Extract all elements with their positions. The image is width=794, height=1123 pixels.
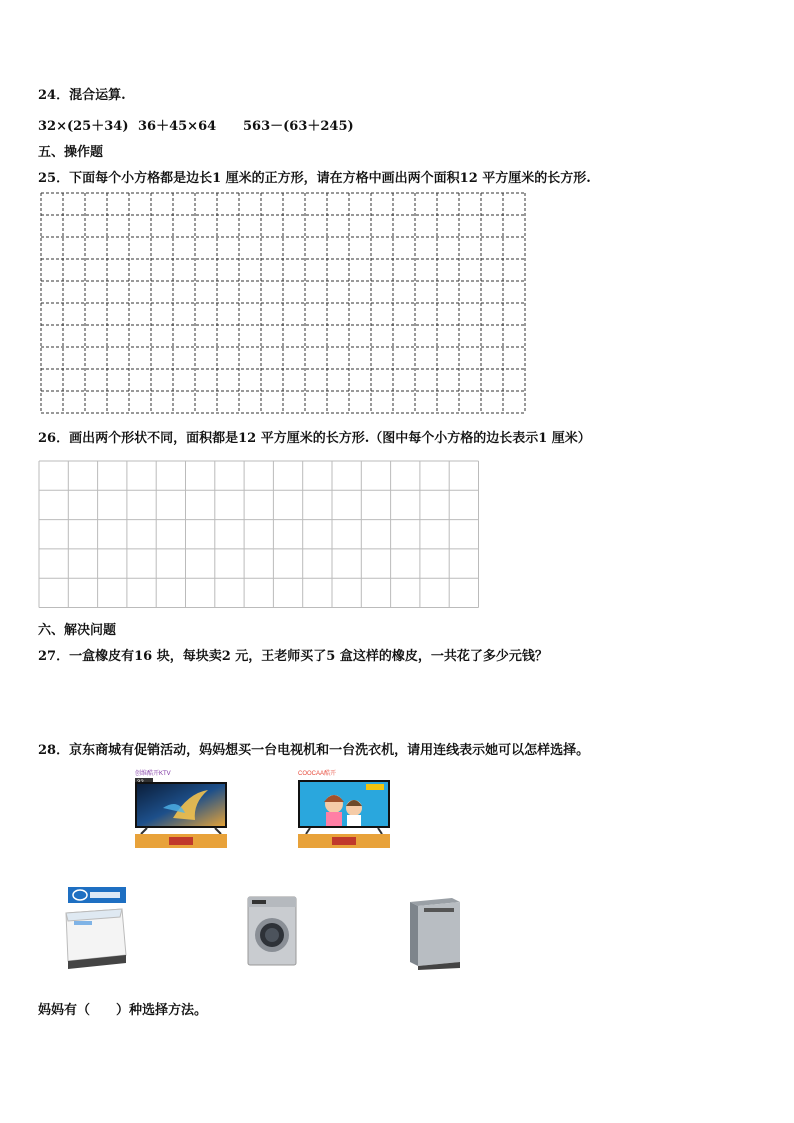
washer-2-image[interactable] [244, 895, 300, 967]
q24-title: 24．混合运算. [38, 88, 126, 103]
q28-answer: 妈妈有（ ）种选择方法。 [38, 1003, 208, 1018]
washer-1-image[interactable] [60, 885, 130, 971]
q24-expr-2: 36＋45×64 [138, 119, 217, 134]
section-6-title: 六、解决问题 [38, 623, 117, 638]
q26-text: 26．画出两个形状不同，面积都是12 平方厘米的长方形.（图中每个小方格的边长表示1 厘米） [38, 431, 591, 446]
q28-text: 28．京东商城有促销活动，妈妈想买一台电视机和一台洗衣机，请用连线表示她可以怎样选择。 [38, 743, 590, 758]
q26-grid[interactable] [38, 460, 480, 608]
washer-3-image[interactable] [404, 892, 476, 970]
q25-text: 25．下面每个小方格都是边长1 厘米的正方形，请在方格中画出两个面积12 平方厘米的长方形. [38, 171, 591, 186]
q24-expr-1: 32×(25＋34) [38, 119, 129, 134]
tv-2-brand: COOCAA酷开 [298, 771, 337, 777]
q27-text: 27．一盒橡皮有16 块，每块卖2 元，王老师买了5 盒这样的橡皮，一共花了多少元钱？ [38, 649, 548, 664]
tv-1-image[interactable] [133, 768, 229, 850]
q25-dashed-grid[interactable] [40, 192, 530, 416]
tv-1-brand: 创维酷开KTV [135, 771, 171, 777]
section-5-title: 五、操作题 [38, 145, 104, 160]
q24-expr-3: 563－(63＋245) [243, 119, 354, 134]
tv-2-image[interactable] [296, 768, 392, 850]
